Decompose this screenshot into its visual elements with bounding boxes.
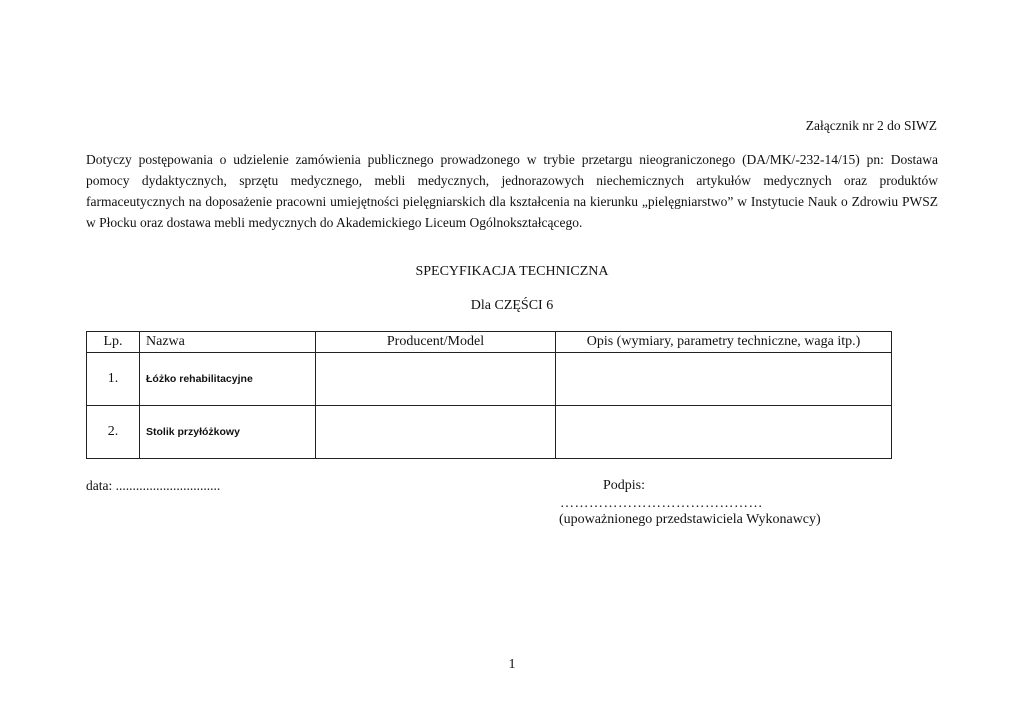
part-title: Dla CZĘŚCI 6 [470,298,554,313]
spec-title: SPECYFIKACJA TECHNICZNA [415,264,609,279]
row-producer [316,406,556,459]
intro-subject: Dostawa pomocy dydaktycznych, sprzętu medycznego, mebli medycznych, jednorazowych niechemicznych artykułów medycznych oraz produktów farmaceutycznych na doposażenie pracowni umiejętności pielęgniarskich dla kształcenia na kierunku „pielęgniarstwo” w Instytucie Nauk o Zdrowiu PWSZ w Płocku oraz dostawa mebli medycznych do Akademickiego Liceum Ogólnokształcącego. [86,152,938,230]
signature-caption: (upoważnionego przedstawiciela Wykonawcy) [559,512,821,527]
row-name: Stolik przyłóżkowy [140,406,316,459]
header-lp: Lp. [87,332,140,353]
annex-label: Załącznik nr 2 do SIWZ [805,118,937,133]
intro-lead: Dotyczy postępowania o udzielenie zamówienia publicznego prowadzonego w trybie przetargu nieograniczonego (DA/MK/-232-14/15) pn: [86,152,891,167]
row-producer [316,353,556,406]
signature-line: …………………………………… [560,496,763,511]
header-name: Nazwa [140,332,316,353]
header-description: Opis (wymiary, parametry techniczne, waga itp.) [556,332,892,353]
row-description [556,406,892,459]
header-producer: Producent/Model [316,332,556,353]
row-name: Łóżko rehabilitacyjne [140,353,316,406]
row-lp: 2. [87,406,140,459]
date-field: data: ............................... [86,478,221,493]
table-row [87,406,892,459]
page-number: 1 [508,657,516,672]
intro-paragraph [86,149,938,233]
signature-label: Podpis: [603,478,646,493]
table-row [87,353,892,406]
row-lp: 1. [87,353,140,406]
table-header-row [87,332,892,353]
row-description [556,353,892,406]
spec-table [86,331,892,459]
